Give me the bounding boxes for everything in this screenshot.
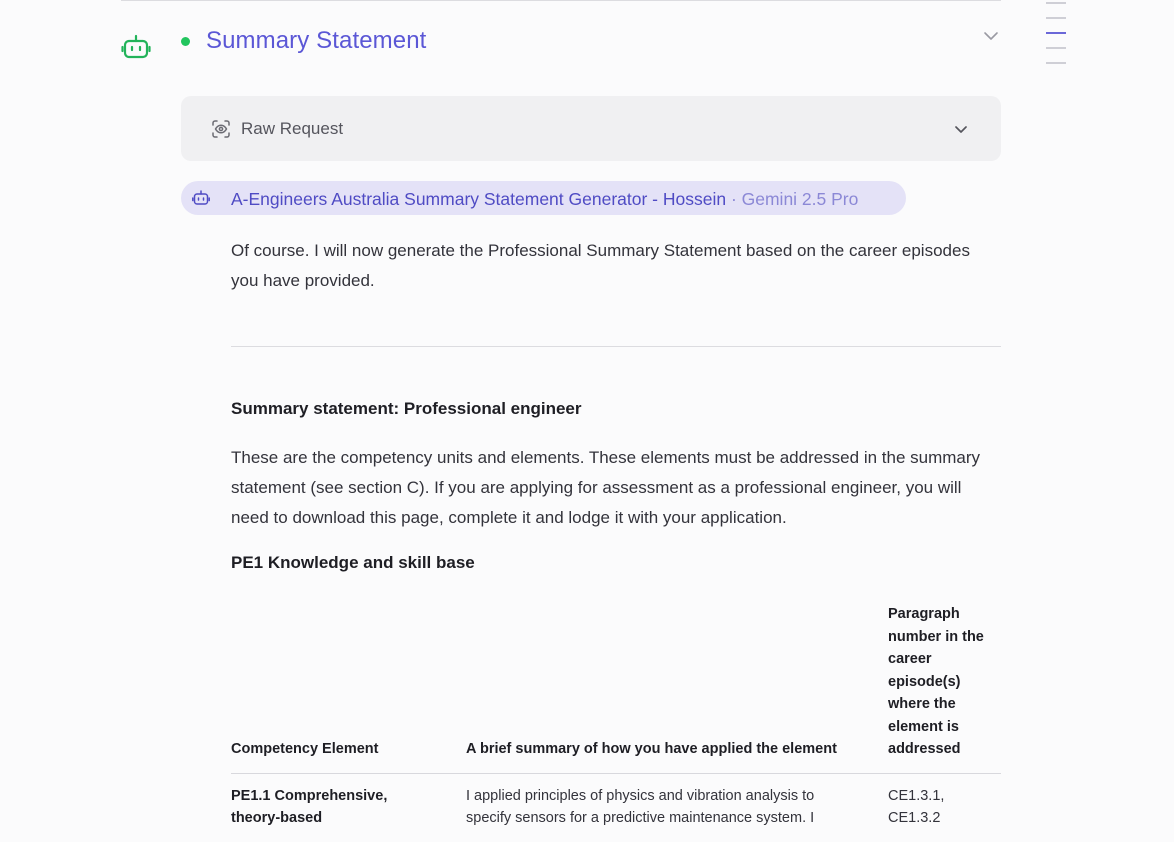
minimap-bar-active[interactable] bbox=[1046, 32, 1066, 34]
agent-badge[interactable] bbox=[181, 181, 906, 215]
agent-model: · Gemini 2.5 Pro bbox=[726, 189, 859, 209]
column-header bbox=[888, 603, 1001, 773]
table-row bbox=[231, 773, 1001, 829]
column-header: A brief summary of how you have applied the element bbox=[466, 741, 837, 757]
minimap-bar[interactable] bbox=[1046, 2, 1066, 4]
table-header-row bbox=[231, 603, 1001, 773]
section-heading: PE1 Knowledge and skill base bbox=[231, 553, 475, 572]
cell-text: PE1.1 Comprehensive, theory-based bbox=[231, 787, 388, 826]
chevron-down-icon[interactable] bbox=[981, 26, 1001, 46]
minimap-bar[interactable] bbox=[1046, 62, 1066, 64]
page-title: Summary Statement bbox=[206, 27, 427, 54]
column-header-text: Paragraph number in the career episode(s) where the element is addressed bbox=[888, 606, 984, 757]
agent-name-text: A-Engineers Australia Summary Statement Generator - Hossein bbox=[231, 189, 727, 209]
table-cell bbox=[466, 773, 888, 829]
top-divider bbox=[121, 0, 1001, 1]
raw-request-toggle[interactable] bbox=[181, 96, 1001, 161]
message-content bbox=[231, 236, 1001, 829]
eye-scan-icon bbox=[211, 119, 231, 139]
table-cell bbox=[231, 773, 466, 829]
cell-text: CE1.3.1, CE1.3.2 bbox=[888, 787, 945, 826]
agent-name bbox=[231, 189, 858, 210]
robot-icon bbox=[192, 190, 210, 206]
raw-request-label: Raw Request bbox=[241, 119, 344, 138]
lead-paragraph: These are the competency units and elements. These elements must be addressed in the summary statement (see section C). If you are applying for assessment as a professional engineer, you will need to download this page, complete it and lodge it with your application. bbox=[231, 448, 981, 527]
robot-icon bbox=[121, 34, 151, 60]
chevron-down-icon bbox=[951, 119, 971, 139]
summary-heading: Summary statement: Professional engineer bbox=[231, 399, 582, 418]
intro-text: Of course. I will now generate the Professional Summary Statement based on the career episodes you have provided. bbox=[231, 241, 970, 290]
competency-table bbox=[231, 603, 1001, 829]
divider bbox=[231, 346, 1001, 347]
column-header: Competency Element bbox=[231, 741, 379, 757]
scroll-minimap[interactable] bbox=[1046, 2, 1066, 77]
table-cell bbox=[888, 773, 1001, 829]
minimap-bar[interactable] bbox=[1046, 47, 1066, 49]
status-dot bbox=[181, 37, 190, 46]
minimap-bar[interactable] bbox=[1046, 17, 1066, 19]
cell-text: I applied principles of physics and vibration analysis to specify sensors for a predictive maintenance system. I bbox=[466, 787, 815, 826]
